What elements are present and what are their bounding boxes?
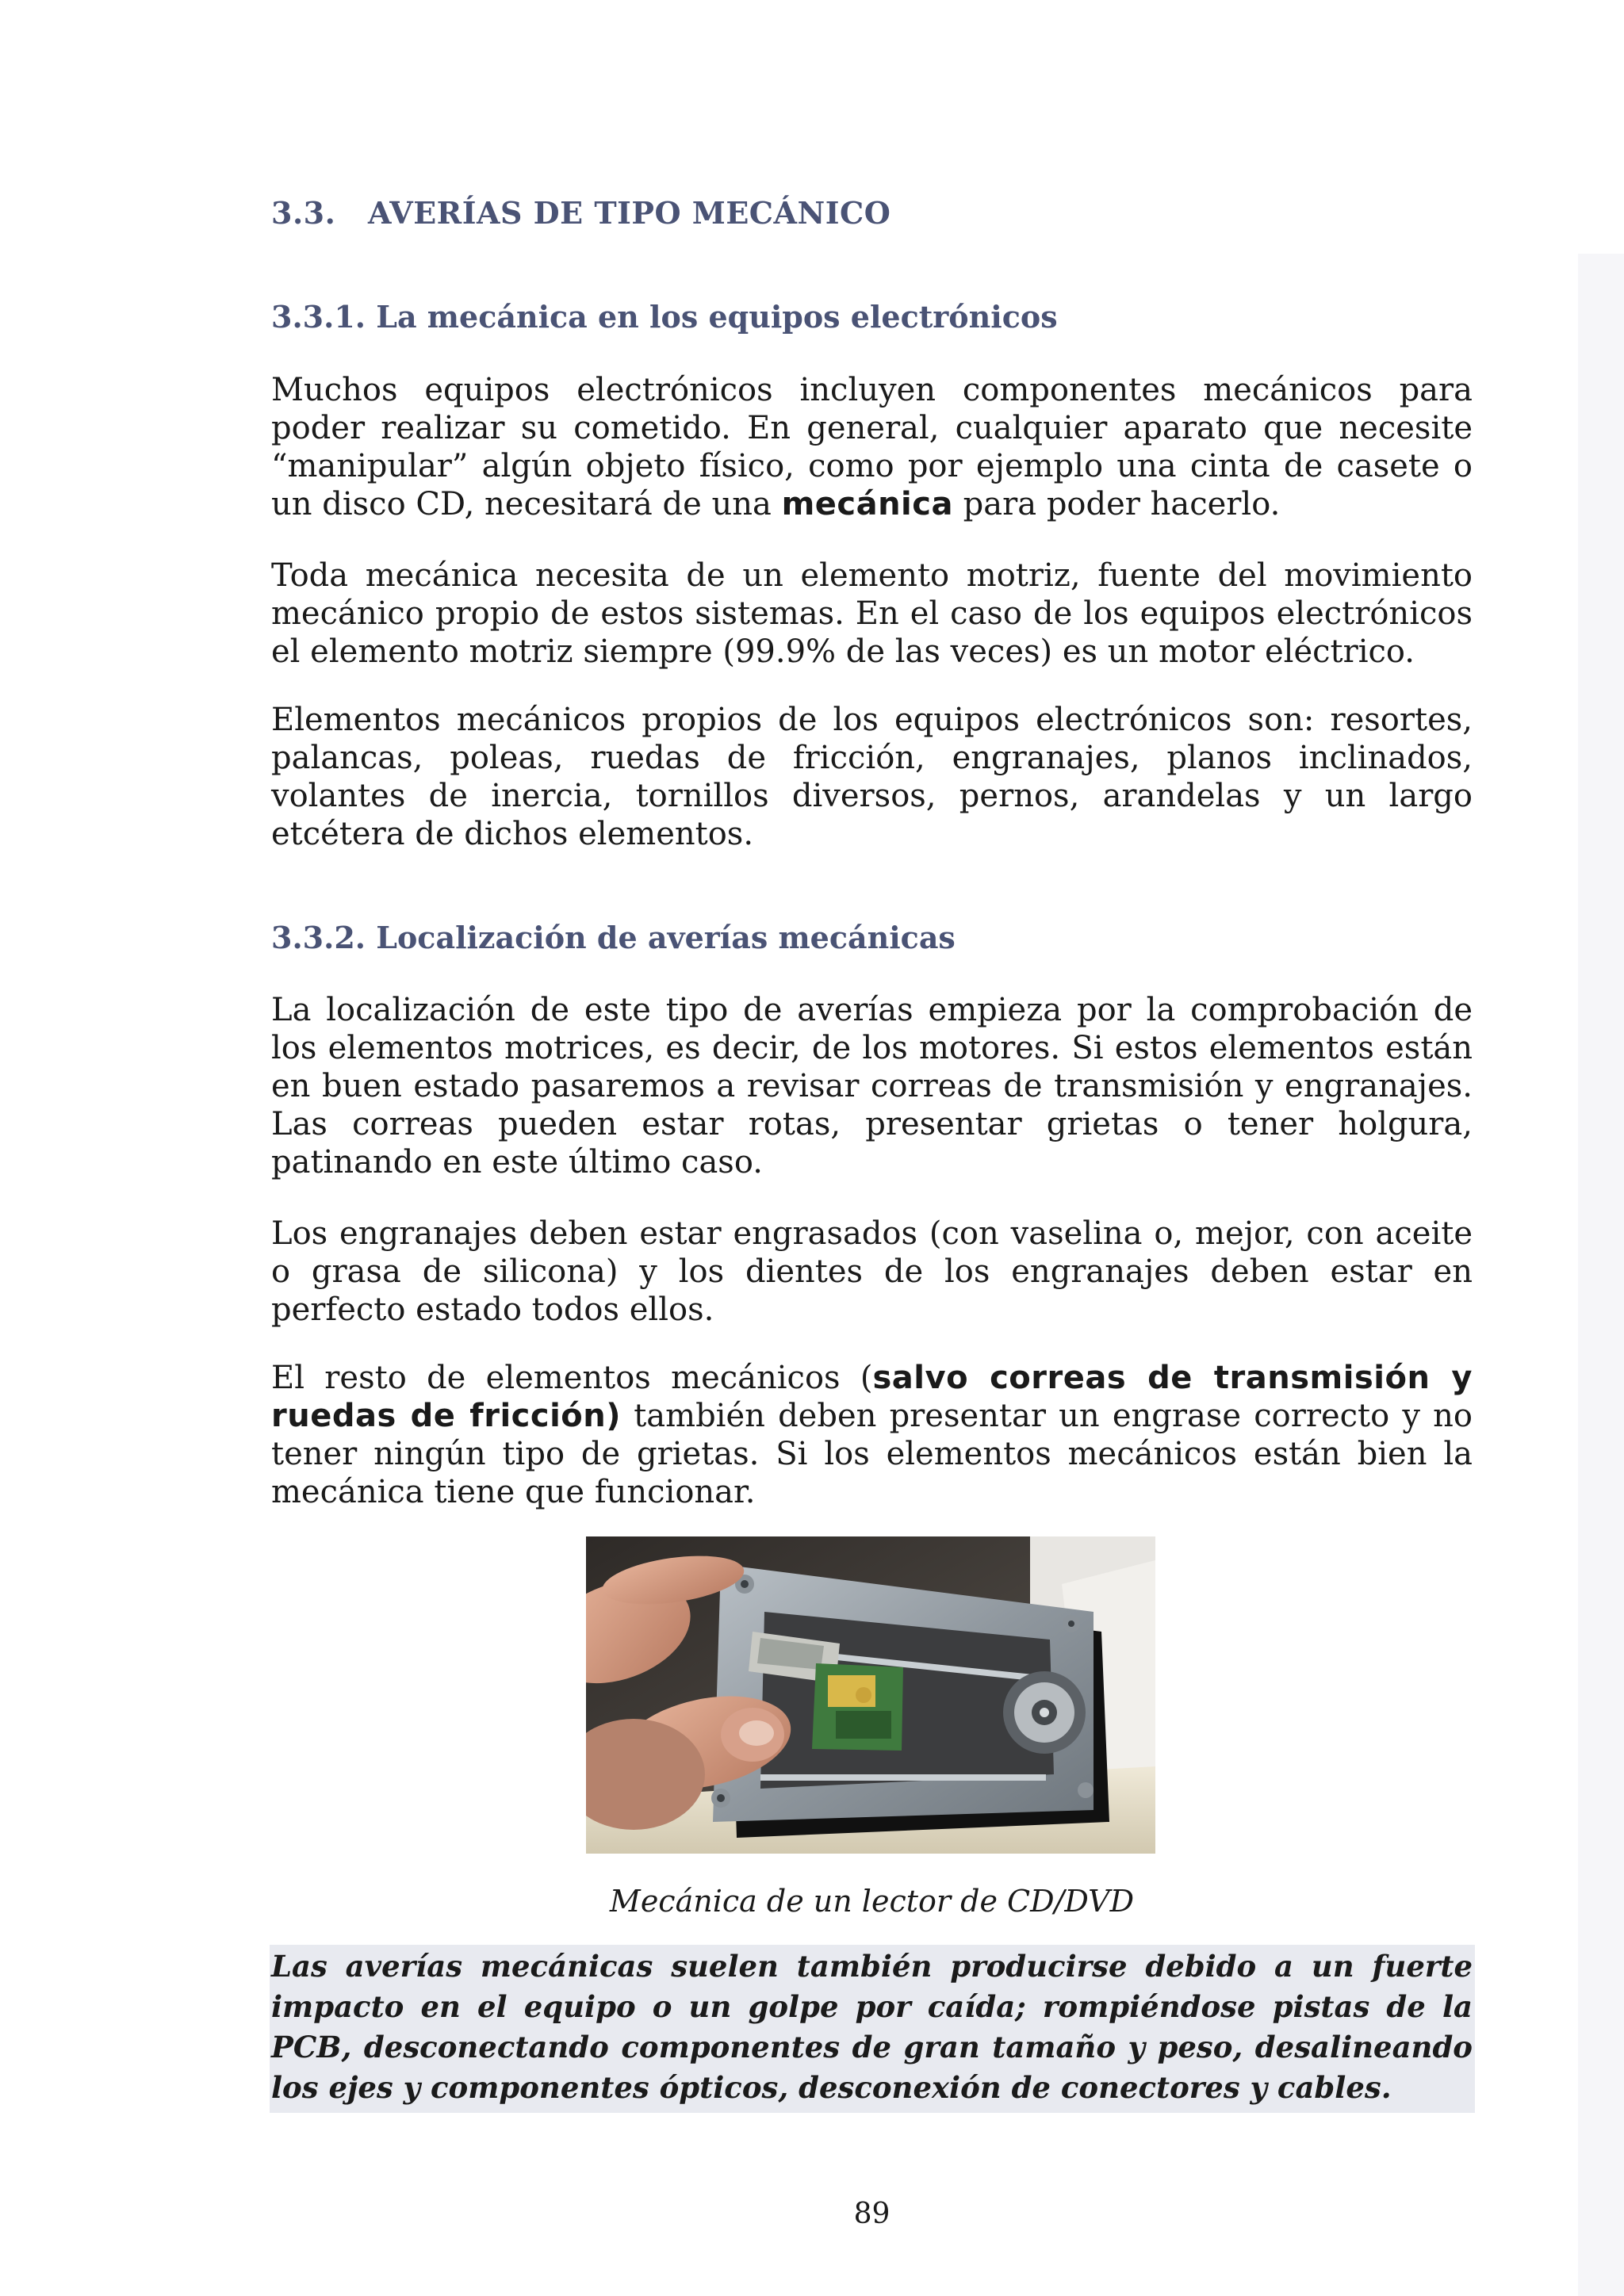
paragraph-3: Elementos mecánicos propios de los equipos electrónicos son: resortes, palancas, poleas, ruedas de fricción, engranajes, planos inclinados, volantes de inercia, tornillos diversos, pernos, arandelas y un largo etcétera de dichos elementos. (271, 702, 1473, 852)
paragraph-1-bold: mecánica (781, 486, 953, 522)
subsection-heading-2: 3.3.2. Localización de averías mecánicas (271, 920, 956, 955)
paragraph-1 (271, 371, 1473, 523)
paragraph-1-text-end: para poder hacerlo. (952, 486, 1281, 522)
cd-dvd-mechanism-photo (586, 1536, 1155, 1854)
paragraph-5: Los engranajes deben estar engrasados (con vaselina o, mejor, con aceite o grasa de silicona) y los dientes de los engranajes deben estar en perfecto estado todos ellos. (271, 1215, 1473, 1328)
page-edge-shade (1578, 254, 1624, 2296)
page-number: 89 (853, 2198, 891, 2230)
highlight-note-text: Las averías mecánicas suelen también producirse debido a un fuerte impacto en el equipo o un golpe por caída; rompiéndose pistas de la PCB, desconectando componentes de gran tamaño y peso, desalineando los ejes y componentes ópticos, desconexión de conectores y cables. (271, 1949, 1473, 2105)
subsection-heading-1: 3.3.1. La mecánica en los equipos electrónicos (271, 299, 1058, 335)
paragraph-6-bold: salvo correas de transmisión y ruedas de fricción) (271, 1360, 1473, 1434)
section-title: AVERÍAS DE TIPO MECÁNICO (368, 195, 891, 231)
figure-caption: Mecánica de un lector de CD/DVD (609, 1884, 1135, 1919)
paragraph-6-text: El resto de elementos mecánicos ( (271, 1360, 873, 1396)
paragraph-6 (271, 1359, 1473, 1511)
paragraph-1-text: Muchos equipos electrónicos incluyen componentes mecánicos para poder realizar su cometido. En general, cualquier aparato que necesite “manipular” algún objeto físico, como por ejemplo una cinta de casete o un disco CD, necesitará de una (271, 372, 1473, 522)
section-number: 3.3. (271, 195, 336, 231)
paragraph-6-text-end: también deben presentar un engrase correcto y no tener ningún tipo de grietas. Si los elementos mecánicos están bien la mecánica tiene que funcionar. (271, 1398, 1473, 1510)
photo-illustration (586, 1536, 1155, 1854)
section-heading (271, 195, 891, 231)
highlight-note-box (270, 1945, 1475, 2113)
paragraph-2: Toda mecánica necesita de un elemento motriz, fuente del movimiento mecánico propio de estos sistemas. En el caso de los equipos electrónicos el elemento motriz siempre (99.9% de las veces) es un motor eléctrico. (271, 557, 1473, 670)
paragraph-4: La localización de este tipo de averías empieza por la comprobación de los elementos motrices, es decir, de los motores. Si estos elementos están en buen estado pasaremos a revisar correas de transmisión y engranajes. Las correas pueden estar rotas, presentar grietas o tener holgura, patinando en este último caso. (271, 992, 1473, 1181)
